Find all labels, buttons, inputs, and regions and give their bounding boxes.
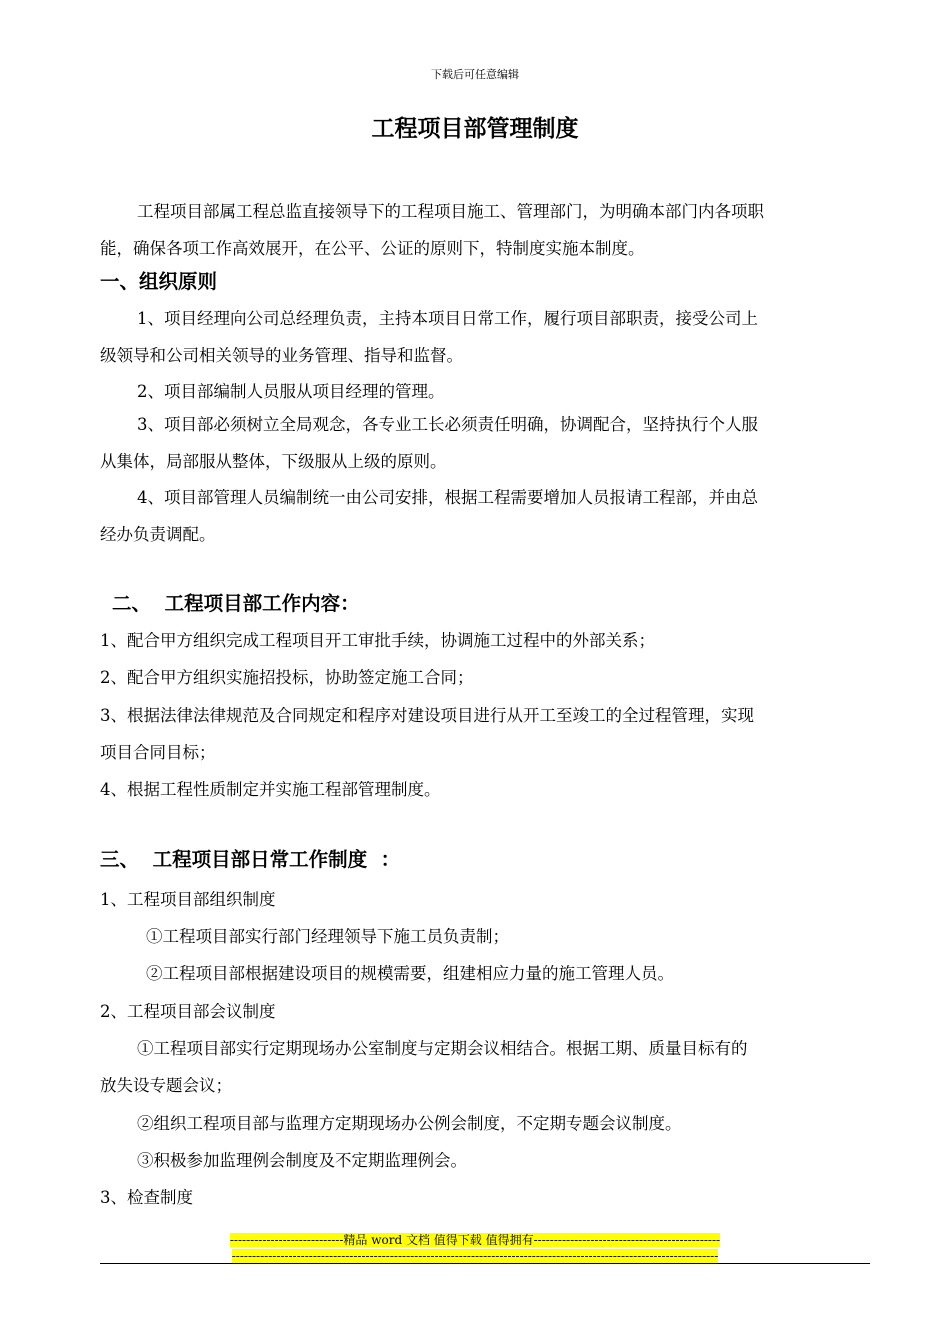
header-note: 下载后可任意编辑 bbox=[431, 68, 519, 81]
section-2-item-1: 1、配合甲方组织完成工程项目开工审批手续，协调施工过程中的外部关系； bbox=[100, 631, 655, 650]
section-2-heading: 二、 工程项目部工作内容： bbox=[112, 592, 360, 615]
intro-line-1: 工程项目部属工程总监直接领导下的工程项目施工、管理部门，为明确本部门内各项职 bbox=[137, 202, 764, 221]
section-1-item-4-line-1: 4、项目部管理人员编制统一由公司安排，根据工程需要增加人员报请工程部，并由总 bbox=[137, 488, 758, 507]
section-2-item-4: 4、根据工程性质制定并实施工程部管理制度。 bbox=[100, 780, 441, 799]
section-1-item-3-line-1: 3、项目部必须树立全局观念，各专业工长必须责任明确，协调配合，坚持执行个人服 bbox=[137, 415, 758, 434]
section-3-sub-2-item-a-line-2: 放失设专题会议； bbox=[100, 1076, 232, 1095]
section-3-sub-2-item-c: ③积极参加监理例会制度及不定期监理例会。 bbox=[137, 1151, 467, 1170]
footer-banner-2-text: ------------------------------------------------------------------------------------------------------------------------ bbox=[231, 1249, 719, 1263]
section-2-item-2: 2、配合甲方组织实施招投标，协助签定施工合同； bbox=[100, 668, 474, 687]
section-2-item-3-line-1: 3、根据法律法律规范及合同规定和程序对建设项目进行从开工至竣工的全过程管理，实现 bbox=[100, 706, 754, 725]
section-1-item-1-line-1: 1、项目经理向公司总经理负责，主持本项目日常工作，履行项目部职责，接受公司上 bbox=[137, 309, 758, 328]
section-3-sub-1-item-b: ②工程项目部根据建设项目的规模需要，组建相应力量的施工管理人员。 bbox=[146, 964, 674, 983]
section-3-sub-2-item-a-line-1: ①工程项目部实行定期现场办公室制度与定期会议相结合。根据工期、质量目标有的 bbox=[137, 1039, 748, 1058]
section-1-item-2: 2、项目部编制人员服从项目经理的管理。 bbox=[137, 382, 445, 401]
section-1-item-1-line-2: 级领导和公司相关领导的业务管理、指导和监督。 bbox=[100, 346, 463, 365]
section-1-item-4-line-2: 经办负责调配。 bbox=[100, 525, 216, 544]
section-3-sub-1-item-a: ①工程项目部实行部门经理领导下施工员负责制； bbox=[146, 927, 509, 946]
section-1-item-3-line-2: 从集体，局部服从整体，下级服从上级的原则。 bbox=[100, 452, 447, 471]
section-3-sub-3: 3、检查制度 bbox=[100, 1188, 193, 1207]
section-3-sub-2-item-b: ②组织工程项目部与监理方定期现场办公例会制度，不定期专题会议制度。 bbox=[137, 1114, 682, 1133]
intro-line-2: 能，确保各项工作高效展开，在公平、公证的原则下，特制度实施本制度。 bbox=[100, 239, 645, 258]
section-3-sub-1: 1、工程项目部组织制度 bbox=[100, 890, 276, 909]
section-3-heading: 三、 工程项目部日常工作制度 ： bbox=[100, 848, 401, 871]
footer-divider bbox=[100, 1263, 870, 1264]
section-3-sub-2: 2、工程项目部会议制度 bbox=[100, 1002, 276, 1021]
section-1-heading: 一、组织原则 bbox=[100, 270, 218, 293]
footer-banner-2 bbox=[0, 1245, 950, 1264]
footer-banner-1-text: ----------------------------精品 word 文档 值得下载 值得拥有---------------------------------------------- bbox=[229, 1233, 721, 1247]
section-2-item-3-line-2: 项目合同目标； bbox=[100, 743, 216, 762]
document-title: 工程项目部管理制度 bbox=[371, 116, 579, 142]
